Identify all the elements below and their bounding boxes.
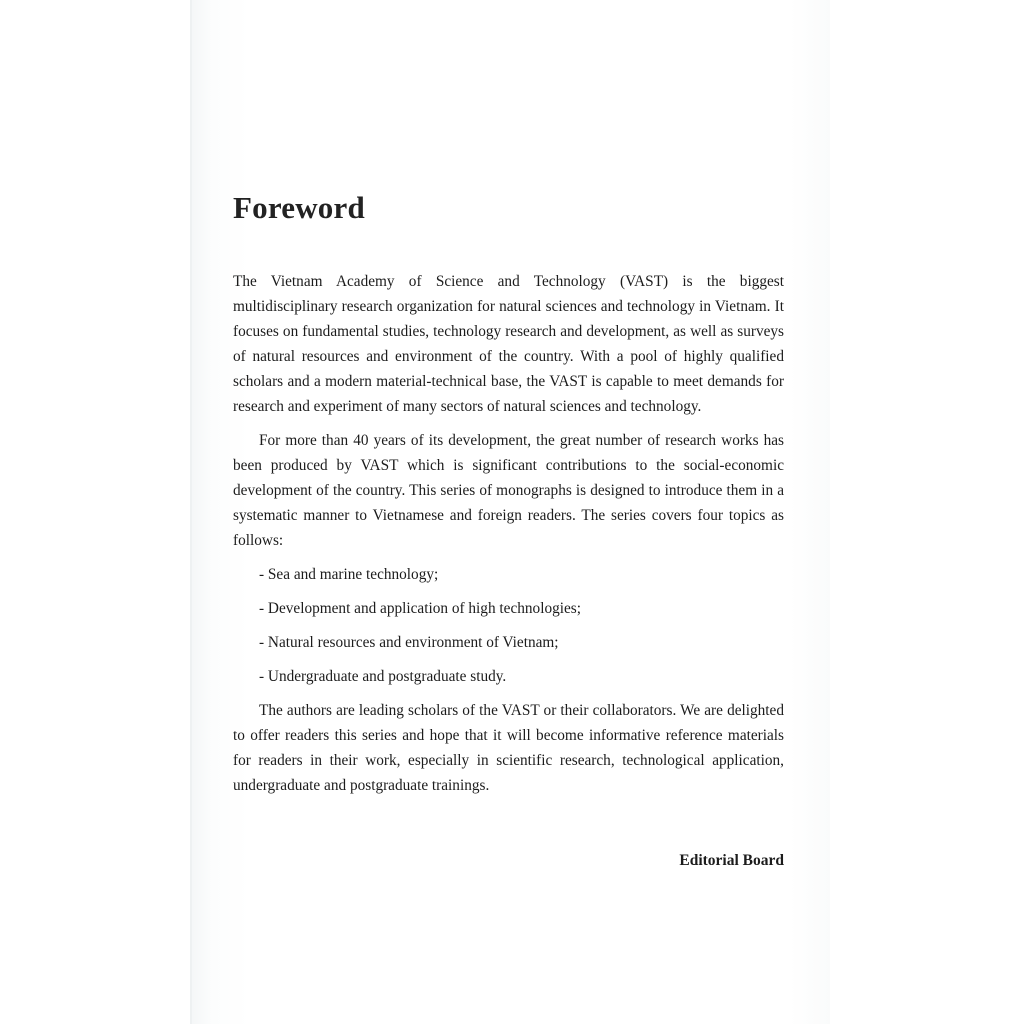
- list-item: - Natural resources and environment of Vietnam;: [259, 634, 559, 651]
- paragraph-authors: The authors are leading scholars of the VAST or their collaborators. We are delighted to offer readers this series and hope that it will become informative reference materials for readers in their work, especially in scientific research, technological application, undergraduate and postgraduate trainings.: [233, 702, 784, 794]
- list-item: - Sea and marine technology;: [259, 566, 439, 583]
- paragraph-series: For more than 40 years of its development, the great number of research works has been produced by VAST which is significant contributions to the social-economic development of the country. This series of monographs is designed to introduce them in a systematic manner to Vietnamese and foreign readers. The series covers four topics as follows:: [233, 432, 784, 549]
- foreword-body: [233, 269, 784, 798]
- page-edge: [190, 0, 192, 1024]
- page-title: Foreword: [233, 190, 365, 225]
- list-item: - Development and application of high technologies;: [259, 600, 581, 617]
- list-item: - Undergraduate and postgraduate study.: [259, 668, 507, 685]
- paragraph-intro: The Vietnam Academy of Science and Technology (VAST) is the biggest multidisciplinary research organization for natural sciences and technology in Vietnam. It focuses on fundamental studies, technology research and development, as well as surveys of natural resources and environment of the country. With a pool of highly qualified scholars and a modern material-technical base, the VAST is capable to meet demands for research and experiment of many sectors of natural sciences and technology.: [233, 273, 784, 415]
- signature: Editorial Board: [679, 852, 784, 869]
- topic-list: [233, 562, 784, 689]
